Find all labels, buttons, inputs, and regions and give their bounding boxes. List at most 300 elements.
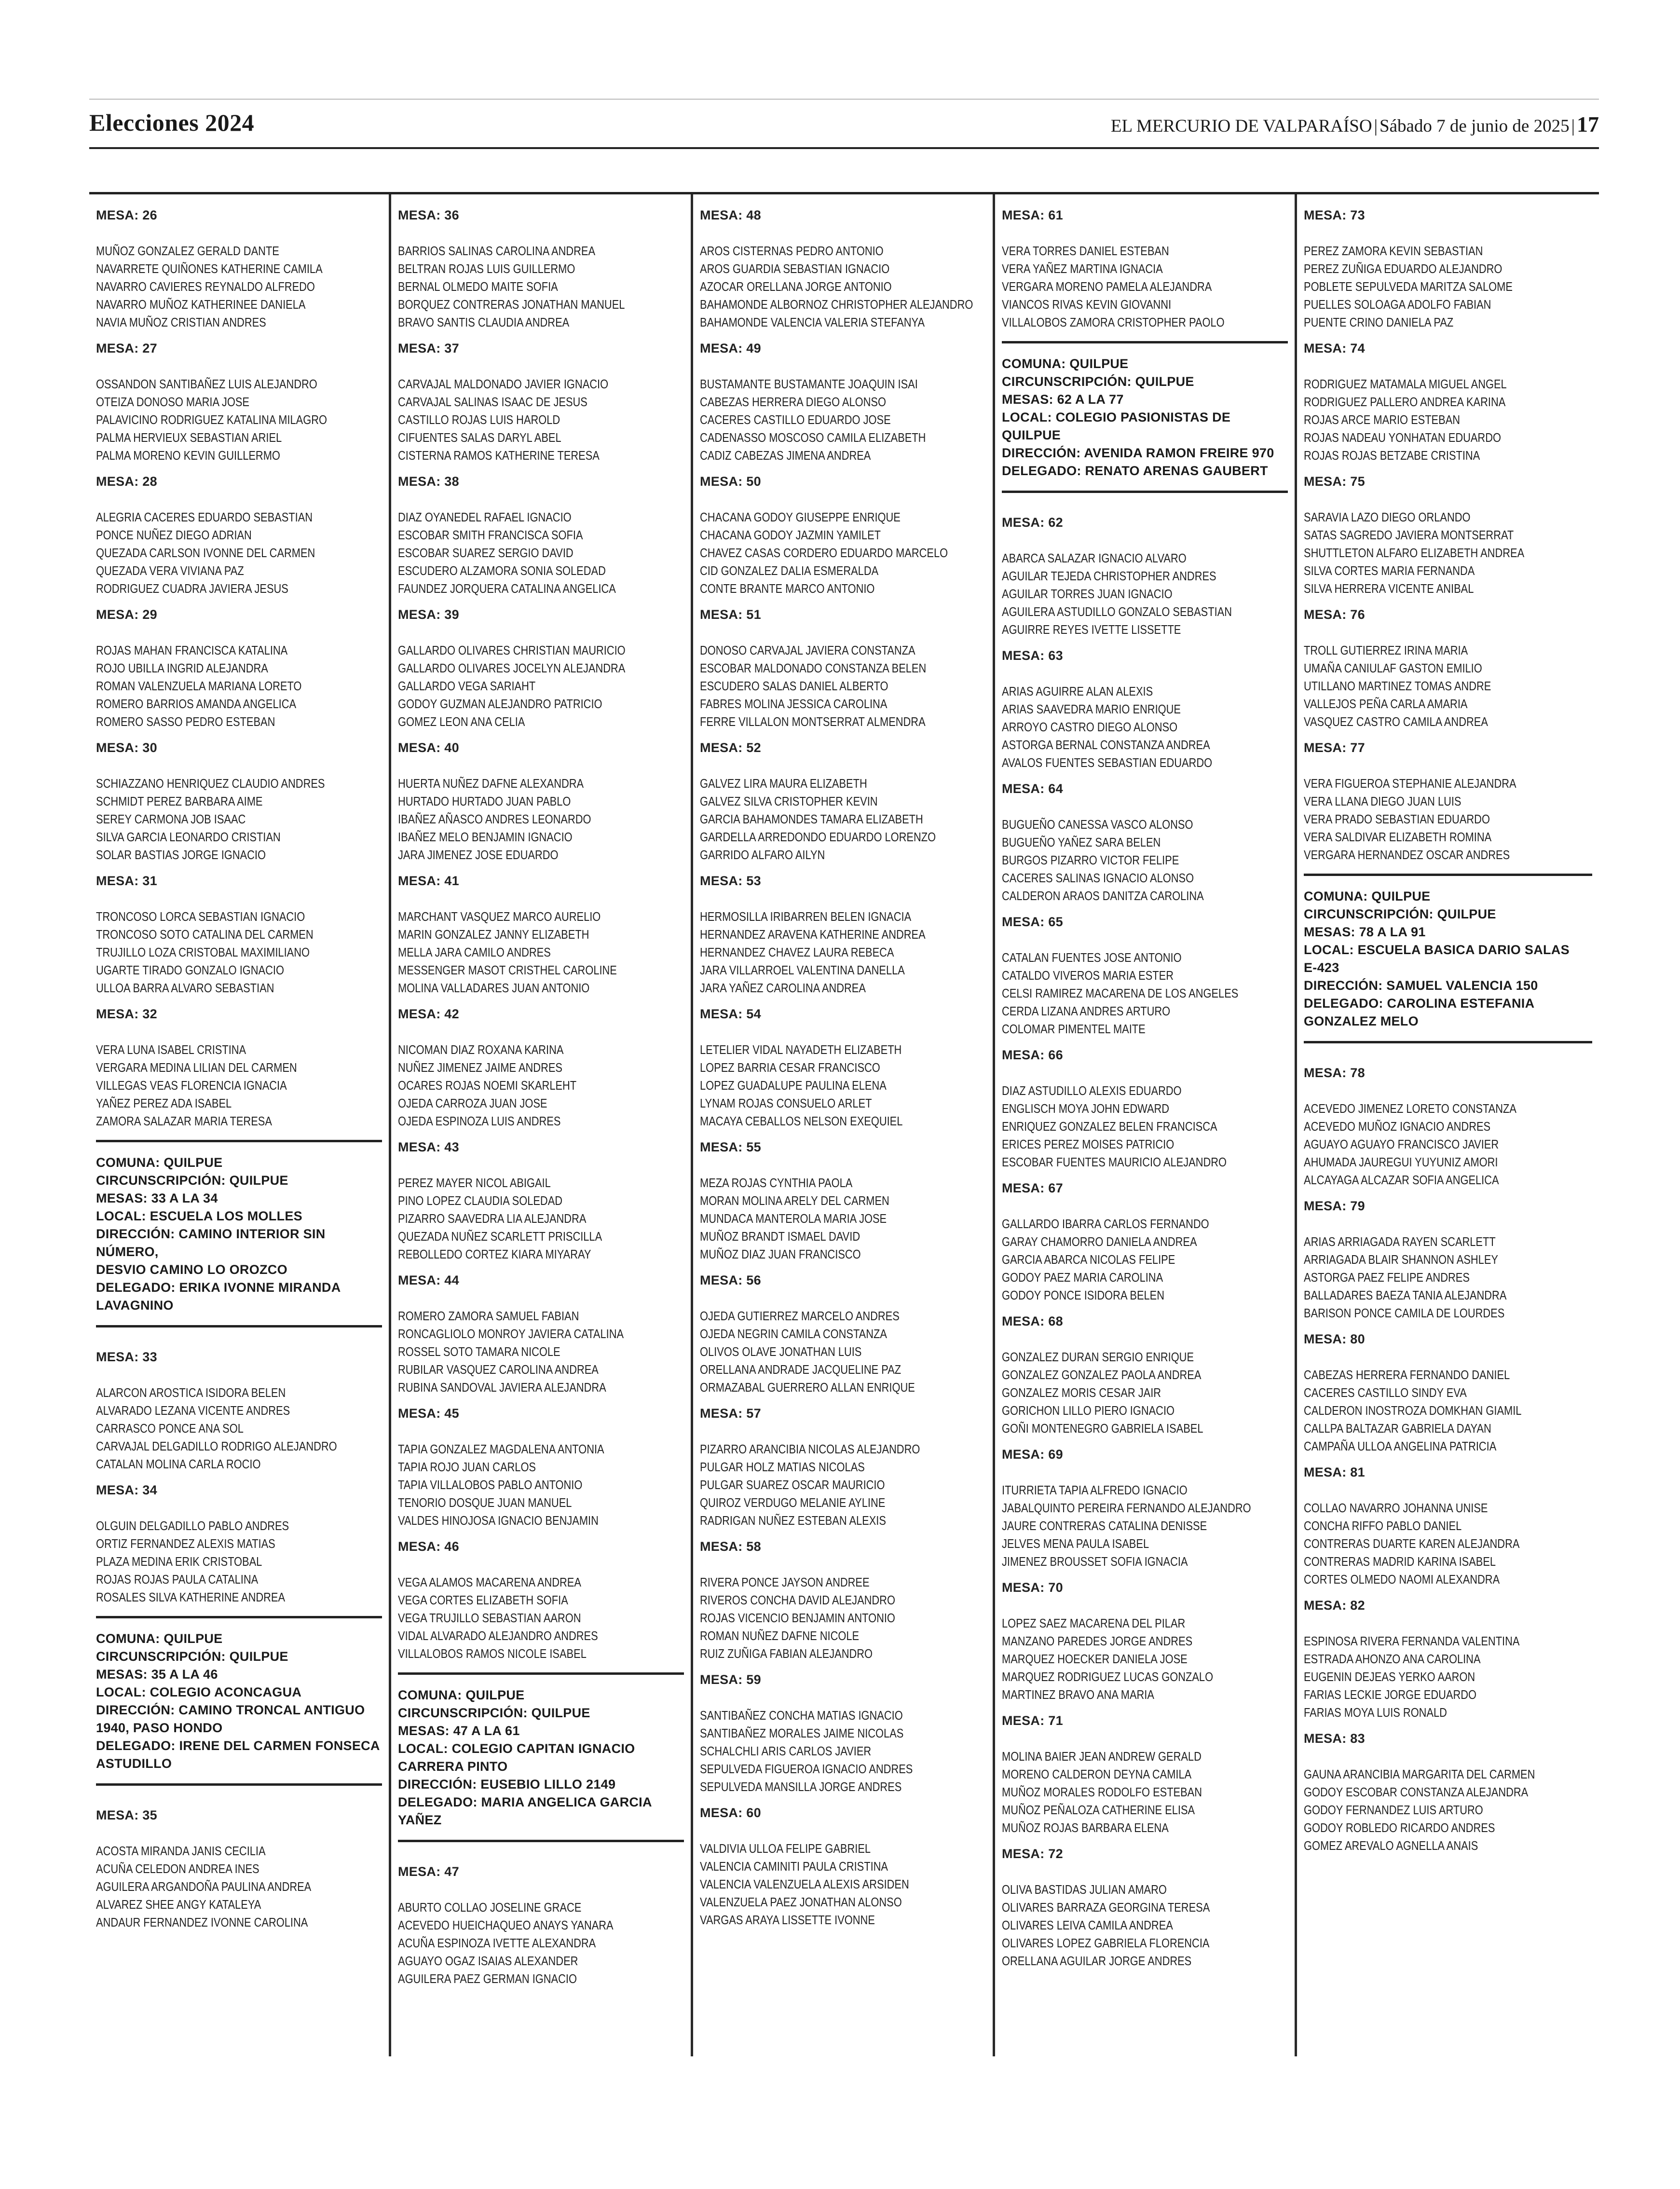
member-name: OLIVOS OLAVE JONATHAN LUIS	[700, 1344, 862, 1359]
mesa-block	[1002, 1447, 1288, 1571]
mesa-title: MESA: 33	[96, 1350, 157, 1364]
member-list	[700, 642, 983, 731]
member-name: SEPULVEDA FIGUEROA IGNACIO ANDRES	[700, 1762, 913, 1776]
member-name: CERDA LIZANA ANDRES ARTURO	[1002, 1004, 1171, 1018]
mesa-title: MESA: 36	[398, 208, 459, 222]
mesa-block	[398, 1140, 684, 1263]
mesa-title: MESA: 45	[398, 1406, 459, 1421]
mesa-title: MESA: 70	[1002, 1580, 1063, 1595]
member-name: CARVAJAL SALINAS ISAAC DE JESUS	[398, 395, 587, 409]
member-name: GODOY FERNANDEZ LUIS ARTURO	[1304, 1803, 1483, 1817]
mesa-title: MESA: 82	[1304, 1598, 1365, 1613]
mesa-block	[700, 208, 986, 331]
member-name: ROJAS MAHAN FRANCISCA KATALINA	[96, 643, 288, 657]
member-name: TAPIA ROJO JUAN CARLOS	[398, 1460, 536, 1474]
member-name: CARVAJAL MALDONADO JAVIER IGNACIO	[398, 377, 609, 391]
member-name: SARAVIA LAZO DIEGO ORLANDO	[1304, 510, 1471, 524]
member-name: BURGOS PIZARRO VICTOR FELIPE	[1002, 853, 1179, 867]
mesa-title: MESA: 65	[1002, 915, 1063, 929]
member-name: BERNAL OLMEDO MAITE SOFIA	[398, 279, 558, 294]
member-name: LETELIER VIDAL NAYADETH ELIZABETH	[700, 1042, 902, 1057]
polling-place-line: DELEGADO: CAROLINA ESTEFANIA	[1304, 996, 1535, 1011]
mesa-title: MESA: 76	[1304, 607, 1365, 622]
member-name: MARTINEZ BRAVO ANA MARIA	[1002, 1687, 1154, 1702]
member-list	[1304, 642, 1587, 731]
member-name: PIZARRO ARANCIBIA NICOLAS ALEJANDRO	[700, 1442, 920, 1456]
member-list	[96, 775, 380, 864]
member-name: ACOSTA MIRANDA JANIS CECILIA	[96, 1844, 266, 1858]
mesa-block	[1304, 1731, 1592, 1855]
member-name: RODRIGUEZ PALLERO ANDREA KARINA	[1304, 395, 1506, 409]
member-list	[398, 908, 682, 997]
member-name: AGUAYO AGUAYO FRANCISCO JAVIER	[1304, 1137, 1499, 1151]
mesa-block	[1002, 1580, 1288, 1704]
member-name: ALARCON AROSTICA ISIDORA BELEN	[96, 1385, 286, 1400]
member-name: AGUILERA ARGANDOÑA PAULINA ANDREA	[96, 1879, 312, 1894]
member-name: GOMEZ AREVALO AGNELLA ANAIS	[1304, 1838, 1478, 1853]
member-name: VEGA TRUJILLO SEBASTIAN AARON	[398, 1611, 581, 1625]
member-name: SEREY CARMONA JOB ISAAC	[96, 812, 246, 826]
member-name: LYNAM ROJAS CONSUELO ARLET	[700, 1096, 872, 1110]
member-name: NAVARRETE QUIÑONES KATHERINE CAMILA	[96, 261, 323, 276]
member-name: ORTIZ FERNANDEZ ALEXIS MATIAS	[96, 1536, 275, 1551]
member-name: VILLEGAS VEAS FLORENCIA IGNACIA	[96, 1078, 287, 1093]
mesa-title: MESA: 38	[398, 474, 459, 489]
columns-container	[89, 192, 1599, 2056]
member-list	[1002, 1881, 1285, 1970]
member-name: VARGAS ARAYA LISSETTE IVONNE	[700, 1913, 875, 1927]
mesa-block	[96, 474, 382, 598]
member-name: TRONCOSO SOTO CATALINA DEL CARMEN	[96, 927, 314, 942]
member-name: UTILLANO MARTINEZ TOMAS ANDRE	[1304, 679, 1491, 693]
member-name: COLLAO NAVARRO JOHANNA UNISE	[1304, 1501, 1488, 1515]
member-name: PONCE NUÑEZ DIEGO ADRIAN	[96, 528, 252, 542]
mesa-title: MESA: 81	[1304, 1465, 1365, 1479]
member-list	[96, 1041, 380, 1130]
member-name: ACEVEDO HUEICHAQUEO ANAYS YANARA	[398, 1918, 614, 1932]
column-3	[693, 194, 995, 2056]
polling-place-line: DIRECCIÓN: SAMUEL VALENCIA 150	[1304, 978, 1538, 993]
member-name: TENORIO DOSQUE JUAN MANUEL	[398, 1495, 572, 1510]
member-list	[1002, 1348, 1285, 1437]
polling-place-line: CIRCUNSCRIPCIÓN: QUILPUE	[96, 1173, 288, 1188]
polling-place-line: E-423	[1304, 960, 1339, 975]
member-name: RUBILAR VASQUEZ CAROLINA ANDREA	[398, 1362, 599, 1377]
member-name: QUEZADA CARLSON IVONNE DEL CARMEN	[96, 546, 315, 560]
polling-place-line: LOCAL: COLEGIO PASIONISTAS DE QUILPUE	[1002, 410, 1231, 442]
member-name: GORICHON LILLO PIERO IGNACIO	[1002, 1403, 1175, 1418]
mesa-block	[1304, 341, 1592, 465]
member-name: CATALAN MOLINA CARLA ROCIO	[96, 1457, 261, 1471]
member-name: JARA JIMENEZ JOSE EDUARDO	[398, 848, 559, 862]
member-name: ORELLANA AGUILAR JORGE ANDRES	[1002, 1954, 1192, 1968]
member-name: AGUILERA PAEZ GERMAN IGNACIO	[398, 1971, 577, 1986]
polling-place-line: LAVAGNINO	[96, 1298, 174, 1313]
member-name: TRONCOSO LORCA SEBASTIAN IGNACIO	[96, 909, 305, 924]
member-name: IBAÑEZ AÑASCO ANDRES LEONARDO	[398, 812, 591, 826]
polling-place-line: GONZALEZ MELO	[1304, 1014, 1419, 1028]
member-name: QUEZADA VERA VIVIANA PAZ	[96, 563, 244, 578]
mesa-title: MESA: 53	[700, 874, 761, 888]
member-name: NICOMAN DIAZ ROXANA KARINA	[398, 1042, 564, 1057]
edition-date: Sábado 7 de junio de 2025	[1380, 116, 1570, 136]
member-list	[398, 1440, 682, 1530]
member-name: JARA VILLARROEL VALENTINA DANELLA	[700, 963, 905, 977]
mesa-title: MESA: 61	[1002, 208, 1063, 222]
mesa-title: MESA: 71	[1002, 1713, 1063, 1728]
member-name: SCHIAZZANO HENRIQUEZ CLAUDIO ANDRES	[96, 776, 325, 791]
mesa-block	[1304, 1598, 1592, 1722]
member-name: NAVARRO CAVIERES REYNALDO ALFREDO	[96, 279, 315, 294]
member-name: AZOCAR ORELLANA JORGE ANTONIO	[700, 279, 892, 294]
member-name: LOPEZ BARRIA CESAR FRANCISCO	[700, 1060, 880, 1075]
mesa-block	[96, 1483, 382, 1606]
member-name: MUÑOZ MORALES RODOLFO ESTEBAN	[1002, 1785, 1202, 1799]
member-name: MOLINA BAIER JEAN ANDREW GERALD	[1002, 1749, 1202, 1764]
mesa-title: MESA: 52	[700, 740, 761, 755]
mesa-block	[398, 1007, 684, 1130]
member-list	[700, 375, 983, 465]
polling-place-header	[398, 1672, 684, 1842]
polling-place-line: LOCAL: ESCUELA BASICA DARIO SALAS	[1304, 943, 1570, 957]
member-name: VERA FIGUEROA STEPHANIE ALEJANDRA	[1304, 776, 1516, 791]
column-5	[1297, 194, 1599, 2056]
member-name: GALLARDO VEGA SARIAHT	[398, 679, 536, 693]
member-name: MUÑOZ BRANDT ISMAEL DAVID	[700, 1229, 860, 1244]
member-name: ROJAS ROJAS PAULA CATALINA	[96, 1572, 259, 1587]
member-name: ARIAS AGUIRRE ALAN ALEXIS	[1002, 684, 1153, 698]
member-name: TAPIA GONZALEZ MAGDALENA ANTONIA	[398, 1442, 604, 1456]
member-name: GAUNA ARANCIBIA MARGARITA DEL CARMEN	[1304, 1767, 1535, 1781]
member-name: PULGAR SUAREZ OSCAR MAURICIO	[700, 1478, 885, 1492]
mesa-title: MESA: 77	[1304, 740, 1365, 755]
member-list	[96, 1384, 380, 1473]
member-name: ROMERO BARRIOS AMANDA ANGELICA	[96, 697, 297, 711]
member-name: GODOY GUZMAN ALEJANDRO PATRICIO	[398, 697, 602, 711]
member-list	[1304, 242, 1587, 331]
member-name: CABEZAS HERRERA FERNANDO DANIEL	[1304, 1368, 1510, 1382]
mesa-block	[1304, 1332, 1592, 1455]
member-list	[398, 1307, 682, 1396]
polling-place-line: CARRERA PINTO	[398, 1759, 508, 1774]
member-name: ABARCA SALAZAR IGNACIO ALVARO	[1002, 551, 1187, 565]
member-name: OLIVA BASTIDAS JULIAN AMARO	[1002, 1882, 1167, 1897]
member-list	[700, 775, 983, 864]
polling-place-line: DIRECCIÓN: CAMINO TRONCAL ANTIGUO	[96, 1703, 365, 1717]
member-name: DIAZ ASTUDILLO ALEXIS EDUARDO	[1002, 1083, 1182, 1098]
mesa-block	[1304, 1066, 1592, 1189]
member-name: FABRES MOLINA JESSICA CAROLINA	[700, 697, 888, 711]
mesa-title: MESA: 47	[398, 1864, 459, 1879]
member-name: AGUIRRE REYES IVETTE LISSETTE	[1002, 622, 1181, 637]
member-name: SANTIBAÑEZ CONCHA MATIAS IGNACIO	[700, 1708, 903, 1723]
member-name: MESSENGER MASOT CRISTHEL CAROLINE	[398, 963, 617, 977]
member-name: OSSANDON SANTIBAÑEZ LUIS ALEJANDRO	[96, 377, 317, 391]
member-name: VERA LLANA DIEGO JUAN LUIS	[1304, 794, 1461, 808]
member-name: RIVERA PONCE JAYSON ANDREE	[700, 1575, 870, 1589]
member-name: ESCOBAR SUAREZ SERGIO DAVID	[398, 546, 574, 560]
member-name: JIMENEZ BROUSSET SOFIA IGNACIA	[1002, 1554, 1188, 1569]
column-2	[391, 194, 693, 2056]
polling-place-line: DELEGADO: MARIA ANGELICA GARCIA YAÑEZ	[398, 1795, 652, 1827]
polling-place-line: CIRCUNSCRIPCIÓN: QUILPUE	[398, 1706, 590, 1720]
member-name: ARIAS ARRIAGADA RAYEN SCARLETT	[1304, 1234, 1496, 1249]
member-name: BARRIOS SALINAS CAROLINA ANDREA	[398, 244, 596, 258]
member-list	[1002, 1481, 1285, 1571]
mesa-title: MESA: 60	[700, 1806, 761, 1820]
mesa-block	[1002, 208, 1288, 331]
mesa-block	[700, 474, 986, 598]
member-list	[398, 642, 682, 731]
member-name: GARCIA ABARCA NICOLAS FELIPE	[1002, 1252, 1175, 1267]
mesa-title: MESA: 44	[398, 1273, 459, 1287]
separator: |	[1374, 116, 1378, 136]
member-list	[398, 775, 682, 864]
polling-place-line: DIRECCIÓN: CAMINO INTERIOR SIN NÚMERO,	[96, 1227, 326, 1259]
member-name: ESTRADA AHONZO ANA CAROLINA	[1304, 1652, 1481, 1666]
member-list	[1304, 1366, 1587, 1455]
member-list	[96, 242, 380, 331]
mesa-title: MESA: 83	[1304, 1731, 1365, 1746]
polling-place-line: MESAS: 62 A LA 77	[1002, 392, 1124, 407]
member-name: OLIVARES LOPEZ GABRIELA FLORENCIA	[1002, 1936, 1210, 1950]
member-name: CASTILLO ROJAS LUIS HAROLD	[398, 412, 560, 427]
member-list	[1304, 508, 1587, 598]
member-name: TROLL GUTIERREZ IRINA MARIA	[1304, 643, 1468, 657]
member-name: GARCIA BAHAMONDES TAMARA ELIZABETH	[700, 812, 923, 826]
member-list	[398, 1041, 682, 1130]
member-name: JELVES MENA PAULA ISABEL	[1002, 1536, 1149, 1551]
member-name: BAHAMONDE ALBORNOZ CHRISTOPHER ALEJANDRO	[700, 297, 973, 312]
member-name: CAMPAÑA ULLOA ANGELINA PATRICIA	[1304, 1439, 1497, 1453]
member-name: AHUMADA JAUREGUI YUYUNIZ AMORI	[1304, 1155, 1498, 1169]
member-name: PINO LOPEZ CLAUDIA SOLEDAD	[398, 1193, 563, 1208]
member-name: ARROYO CASTRO DIEGO ALONSO	[1002, 720, 1178, 734]
member-list	[96, 1517, 380, 1606]
polling-place-line: COMUNA: QUILPUE	[96, 1631, 223, 1646]
member-name: OJEDA GUTIERREZ MARCELO ANDRES	[700, 1309, 900, 1323]
member-name: OCARES ROJAS NOEMI SKARLEHT	[398, 1078, 577, 1093]
member-name: VERA PRADO SEBASTIAN EDUARDO	[1304, 812, 1490, 826]
polling-place-line: ASTUDILLO	[96, 1756, 172, 1771]
member-name: FAUNDEZ JORQUERA CATALINA ANGELICA	[398, 581, 616, 596]
polling-place-line: MESAS: 78 A LA 91	[1304, 925, 1426, 939]
member-name: CELSI RAMIREZ MACARENA DE LOS ANGELES	[1002, 986, 1239, 1000]
mesa-title: MESA: 67	[1002, 1181, 1063, 1195]
polling-place-line: LOCAL: COLEGIO ACONCAGUA	[96, 1685, 302, 1699]
member-name: ESCOBAR FUENTES MAURICIO ALEJANDRO	[1002, 1155, 1227, 1169]
mesa-title: MESA: 26	[96, 208, 157, 222]
member-name: GONZALEZ MORIS CESAR JAIR	[1002, 1385, 1161, 1400]
mesa-title: MESA: 43	[398, 1140, 459, 1154]
section-title: Elecciones 2024	[89, 109, 255, 136]
member-name: OJEDA CARROZA JUAN JOSE	[398, 1096, 547, 1110]
member-list	[398, 1899, 682, 1988]
member-name: ROMERO SASSO PEDRO ESTEBAN	[96, 714, 275, 729]
mesa-title: MESA: 41	[398, 874, 459, 888]
member-list	[700, 908, 983, 997]
mesa-title: MESA: 55	[700, 1140, 761, 1154]
member-name: RADRIGAN NUÑEZ ESTEBAN ALEXIS	[700, 1513, 886, 1528]
mesa-block	[96, 740, 382, 864]
polling-place-line: DESVIO CAMINO LO OROZCO	[96, 1262, 287, 1277]
mesa-block	[700, 740, 986, 864]
member-name: CONCHA RIFFO PABLO DANIEL	[1304, 1519, 1462, 1533]
member-name: ROSSEL SOTO TAMARA NICOLE	[398, 1344, 560, 1359]
member-name: NAVIA MUÑOZ CRISTIAN ANDRES	[96, 315, 266, 329]
member-name: ABURTO COLLAO JOSELINE GRACE	[398, 1900, 582, 1915]
page-number: 17	[1577, 112, 1599, 137]
mesa-block	[1002, 1314, 1288, 1437]
mesa-title: MESA: 80	[1304, 1332, 1365, 1346]
member-name: RODRIGUEZ MATAMALA MIGUEL ANGEL	[1304, 377, 1507, 391]
mesa-title: MESA: 40	[398, 740, 459, 755]
member-name: OLIVARES LEIVA CAMILA ANDREA	[1002, 1918, 1173, 1932]
member-name: ERICES PEREZ MOISES PATRICIO	[1002, 1137, 1175, 1151]
member-name: ALEGRIA CACERES EDUARDO SEBASTIAN	[96, 510, 313, 524]
mesa-block	[398, 1539, 684, 1663]
member-name: CACERES SALINAS IGNACIO ALONSO	[1002, 871, 1194, 885]
member-name: VALENCIA CAMINITI PAULA CRISTINA	[700, 1859, 888, 1874]
member-list	[700, 1707, 983, 1796]
polling-place-header	[96, 1616, 382, 1786]
member-name: AROS GUARDIA SEBASTIAN IGNACIO	[700, 261, 890, 276]
member-name: VERA YAÑEZ MARTINA IGNACIA	[1002, 261, 1163, 276]
member-name: TRUJILLO LOZA CRISTOBAL MAXIMILIANO	[96, 945, 310, 959]
member-name: CARRASCO PONCE ANA SOL	[96, 1421, 244, 1436]
member-name: SCHALCHLI ARIS CARLOS JAVIER	[700, 1744, 872, 1758]
member-name: ROJO UBILLA INGRID ALEJANDRA	[96, 661, 268, 675]
member-name: RUBINA SANDOVAL JAVIERA ALEJANDRA	[398, 1380, 606, 1395]
mesa-title: MESA: 49	[700, 341, 761, 356]
member-name: RIVEROS CONCHA DAVID ALEJANDRO	[700, 1593, 895, 1607]
member-name: CONTRERAS DUARTE KAREN ALEJANDRA	[1304, 1536, 1520, 1551]
mesa-block	[96, 1007, 382, 1130]
member-name: ROJAS ROJAS BETZABE CRISTINA	[1304, 448, 1480, 463]
mesa-title: MESA: 69	[1002, 1447, 1063, 1462]
member-name: MUNDACA MANTEROLA MARIA JOSE	[700, 1211, 887, 1226]
member-name: CALLPA BALTAZAR GABRIELA DAYAN	[1304, 1421, 1491, 1436]
mesa-title: MESA: 66	[1002, 1048, 1063, 1062]
member-name: DONOSO CARVAJAL JAVIERA CONSTANZA	[700, 643, 915, 657]
member-name: SATAS SAGREDO JAVIERA MONTSERRAT	[1304, 528, 1514, 542]
mesa-block	[398, 1406, 684, 1530]
mesa-block	[1304, 474, 1592, 598]
member-name: GONZALEZ GONZALEZ PAOLA ANDREA	[1002, 1368, 1202, 1382]
member-name: RONCAGLIOLO MONROY JAVIERA CATALINA	[398, 1327, 624, 1341]
member-name: DIAZ OYANEDEL RAFAEL IGNACIO	[398, 510, 572, 524]
mesa-block	[1002, 648, 1288, 772]
member-name: GALLARDO OLIVARES CHRISTIAN MAURICIO	[398, 643, 626, 657]
newspaper-name: EL MERCURIO DE VALPARAÍSO	[1110, 116, 1372, 136]
member-list	[1304, 775, 1587, 864]
member-name: PUENTE CRINO DANIELA PAZ	[1304, 315, 1454, 329]
member-name: QUIROZ VERDUGO MELANIE AYLINE	[700, 1495, 886, 1510]
member-name: PEREZ MAYER NICOL ABIGAIL	[398, 1176, 551, 1190]
member-list	[1002, 242, 1285, 331]
mesa-block	[700, 1273, 986, 1396]
polling-place-header	[96, 1140, 382, 1327]
member-name: LOPEZ GUADALUPE PAULINA ELENA	[700, 1078, 887, 1093]
member-list	[700, 242, 983, 331]
mesa-title: MESA: 58	[700, 1539, 761, 1554]
member-name: NAVARRO MUÑOZ KATHERINEE DANIELA	[96, 297, 306, 312]
member-name: ORMAZABAL GUERRERO ALLAN ENRIQUE	[700, 1380, 915, 1395]
member-name: ROMAN VALENZUELA MARIANA LORETO	[96, 679, 302, 693]
member-name: PIZARRO SAAVEDRA LIA ALEJANDRA	[398, 1211, 587, 1226]
member-name: VALLEJOS PEÑA CARLA AMARIA	[1304, 697, 1468, 711]
mesa-block	[398, 740, 684, 864]
member-name: FARIAS MOYA LUIS RONALD	[1304, 1705, 1447, 1720]
member-name: ALVARADO LEZANA VICENTE ANDRES	[96, 1403, 290, 1418]
member-name: JARA YAÑEZ CAROLINA ANDREA	[700, 981, 866, 995]
member-name: FERRE VILLALON MONTSERRAT ALMENDRA	[700, 714, 926, 729]
member-list	[1304, 1765, 1587, 1855]
mesa-title: MESA: 79	[1304, 1199, 1365, 1213]
member-name: MORAN MOLINA ARELY DEL CARMEN	[700, 1193, 889, 1208]
polling-place-header	[1002, 341, 1288, 493]
member-name: VALENZUELA PAEZ JONATHAN ALONSO	[700, 1895, 902, 1909]
member-list	[398, 1174, 682, 1263]
polling-place-line: COMUNA: QUILPUE	[96, 1155, 223, 1170]
mesa-block	[398, 607, 684, 731]
mesa-block	[1304, 208, 1592, 331]
member-list	[1002, 816, 1285, 905]
member-name: ESPINOSA RIVERA FERNANDA VALENTINA	[1304, 1634, 1520, 1648]
mesa-block	[1304, 607, 1592, 731]
member-name: PEREZ ZUÑIGA EDUARDO ALEJANDRO	[1304, 261, 1502, 276]
member-list	[96, 508, 380, 598]
member-list	[1002, 1748, 1285, 1837]
member-list	[398, 375, 682, 465]
member-list	[96, 1842, 380, 1931]
member-name: OLIVARES BARRAZA GEORGINA TERESA	[1002, 1900, 1210, 1915]
mesa-block	[398, 208, 684, 331]
mesa-title: MESA: 35	[96, 1808, 157, 1822]
member-name: NUÑEZ JIMENEZ JAIME ANDRES	[398, 1060, 562, 1075]
mesa-block	[700, 1007, 986, 1130]
member-name: GALLARDO IBARRA CARLOS FERNANDO	[1002, 1217, 1209, 1231]
member-name: CONTE BRANTE MARCO ANTONIO	[700, 581, 875, 596]
mesa-title: MESA: 62	[1002, 515, 1063, 530]
mesa-title: MESA: 32	[96, 1007, 157, 1021]
member-name: GODOY PONCE ISIDORA BELEN	[1002, 1288, 1164, 1302]
mesa-title: MESA: 30	[96, 740, 157, 755]
member-list	[1304, 1100, 1587, 1189]
mesa-title: MESA: 42	[398, 1007, 459, 1021]
member-name: GODOY PAEZ MARIA CAROLINA	[1002, 1270, 1163, 1285]
mesa-title: MESA: 34	[96, 1483, 157, 1497]
member-name: PALMA MORENO KEVIN GUILLERMO	[96, 448, 280, 463]
member-name: GODOY ESCOBAR CONSTANZA ALEJANDRA	[1304, 1785, 1529, 1799]
member-name: VALENCIA VALENZUELA ALEXIS ARSIDEN	[700, 1877, 909, 1891]
member-name: ENGLISCH MOYA JOHN EDWARD	[1002, 1101, 1170, 1116]
member-name: ITURRIETA TAPIA ALFREDO IGNACIO	[1002, 1483, 1188, 1497]
member-name: CISTERNA RAMOS KATHERINE TERESA	[398, 448, 600, 463]
member-name: CID GONZALEZ DALIA ESMERALDA	[700, 563, 879, 578]
member-name: MUÑOZ DIAZ JUAN FRANCISCO	[700, 1247, 861, 1261]
member-name: ALCAYAGA ALCAZAR SOFIA ANGELICA	[1304, 1173, 1499, 1187]
member-name: OLGUIN DELGADILLO PABLO ANDRES	[96, 1519, 289, 1533]
member-name: MUÑOZ GONZALEZ GERALD DANTE	[96, 244, 279, 258]
mesa-block	[96, 208, 382, 331]
member-name: GARRIDO ALFARO AILYN	[700, 848, 825, 862]
polling-place-line: CIRCUNSCRIPCIÓN: QUILPUE	[1304, 907, 1496, 921]
mesa-title: MESA: 48	[700, 208, 761, 222]
member-name: ULLOA BARRA ALVARO SEBASTIAN	[96, 981, 274, 995]
separator: |	[1571, 116, 1575, 136]
mesa-block	[1002, 515, 1288, 639]
